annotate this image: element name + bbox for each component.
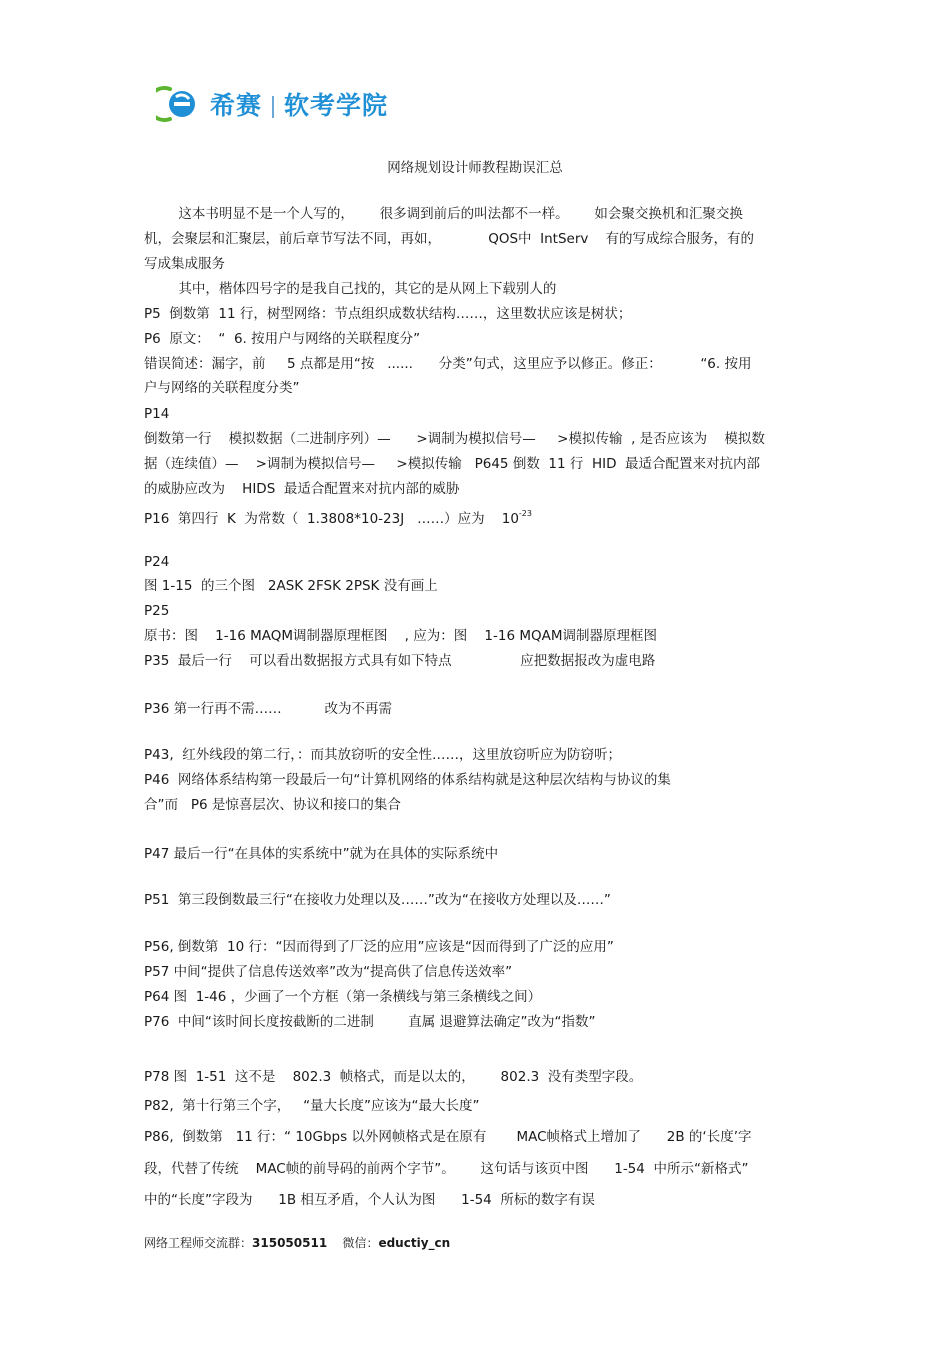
text-line: P14	[144, 406, 170, 422]
text-line: P25	[144, 603, 170, 619]
text-line: P57 中间“提供了信息传送效率”改为“提高供了信息传送效率”	[144, 964, 513, 980]
text-line: 这本书明显不是一个人写的， 很多调到前后的叫法都不一样。 如会聚交换机和汇聚交换	[144, 206, 743, 222]
brand-logo	[156, 84, 388, 124]
text-line: P86, 倒数第 11 行：“ 10Gbps 以外网帧格式是在原有 MAC帧格式上增加了 2B 的‘长度’字	[144, 1129, 752, 1145]
text-line: P5 倒数第 11 行，树型网络：节点组织成数状结构……，这里数状应该是树状；	[144, 306, 632, 322]
footer-wechat-label: 微信：	[342, 1236, 379, 1250]
text-line: 据（连续值）— >调制为模拟信号— >模拟传输 P645 倒数 11 行 HID 最适合配置来对抗内部	[144, 456, 761, 472]
text-line: P46 网络体系结构第一段最后一句“计算机网络的体系结构就是这种层次结构与协议的集	[144, 772, 671, 788]
text-line: 倒数第一行 模拟数据（二进制序列）— >调制为模拟信号— >模拟传输 , 是否应该为 模拟数	[144, 431, 765, 447]
text-line: 错误简述：漏字，前 5 点都是用“按 ...... 分类”句式，这里应予以修正。修正： “6. 按用	[144, 356, 752, 372]
footer-group-number: 315050511	[252, 1236, 328, 1250]
text-line: 中的“长度”字段为 1B 相互矛盾，个人认为图 1-54 所标的数字有误	[144, 1192, 595, 1208]
footer	[144, 1234, 450, 1251]
text-line: P36 第一行再不需…… 改为不再需	[144, 701, 393, 717]
logo-icon	[156, 84, 202, 124]
text-line: P51 第三段倒数最三行“在接收力处理以及……”改为“在接收方处理以及……”	[144, 892, 611, 908]
text-line: 户与网络的关联程度分类”	[144, 380, 300, 396]
text-line: P82, 第十行第三个字， “量大长度”应该为“最大长度”	[144, 1098, 480, 1114]
text-line: P16 第四行 K 为常数（ 1.3808*10-23J ……）应为 $10^{-23}$	[144, 509, 532, 527]
text-line: 合”而 P6 是惊喜层次、协议和接口的集合	[144, 797, 401, 813]
text-line: 原书：图 1-16 MAQM调制器原理框图 , 应为：图 1-16 MQAM调制器原理框图	[144, 628, 658, 644]
text-line: P64 图 1-46 ，少画了一个方框（第一条横线与第三条横线之间）	[144, 989, 542, 1005]
text-line: P47 最后一行“在具体的实系统中”就为在具体的实际系统中	[144, 846, 499, 862]
brand-name: 希赛 软考学院	[210, 91, 389, 120]
text-line: P43, 红外线段的第二行，：而其放窃听的安全性……，这里放窃听应为防窃听；	[144, 747, 621, 763]
footer-label: 网络工程师交流群：	[144, 1236, 253, 1250]
footer-wechat-id: eductiy_cn	[378, 1236, 451, 1250]
exponent: -23	[518, 509, 532, 518]
brand-separator	[272, 96, 274, 118]
text-line: P78 图 1-51 这不是 802.3 帧格式，而是以太的， 802.3 没有类型字段。	[144, 1069, 643, 1085]
text-line: 段，代替了传统 MAC帧的前导码的前两个字节”。 这句话与该页中图 1-54 中所示“新格式”	[144, 1161, 749, 1177]
text-line: P76 中间“该时间长度按截断的二进制 直属 退避算法确定”改为“指数”	[144, 1014, 596, 1030]
text-line: 写成集成服务	[144, 256, 225, 272]
document-title: 网络规划设计师教程勘误汇总	[387, 160, 563, 176]
text-line: 机，会聚层和汇聚层，前后章节写法不同，再如， QOS中 IntServ 有的写成综合服务，有的	[144, 231, 755, 247]
text-line: P56, 倒数第 10 行：“因而得到了厂泛的应用”应该是“因而得到了广泛的应用”	[144, 939, 614, 955]
text-line: P35 最后一行 可以看出数据报方式具有如下特点 应把数据报改为虚电路	[144, 653, 656, 669]
text-line: P6 原文： “ 6. 按用户与网络的关联程度分”	[144, 331, 421, 347]
text-line: 其中，楷体四号字的是我自己找的，其它的是从网上下载别人的	[144, 281, 557, 297]
text-line: 图 1-15 的三个图 2ASK 2FSK 2PSK 没有画上	[144, 578, 438, 594]
text-line: P24	[144, 554, 170, 570]
text-line: 的威胁应改为 HIDS 最适合配置来对抗内部的威胁	[144, 481, 460, 497]
